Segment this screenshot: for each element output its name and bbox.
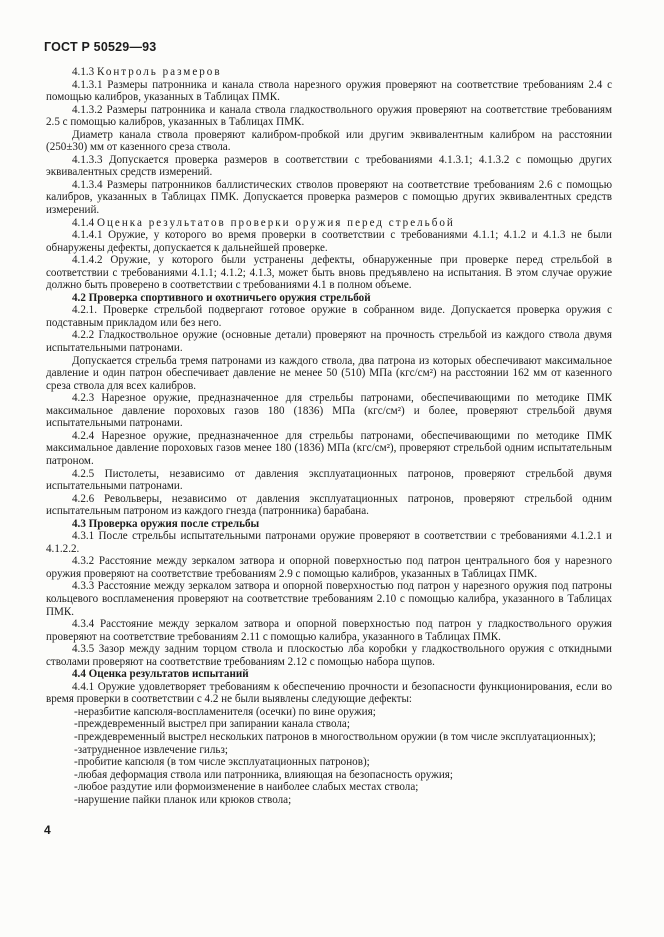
paragraph: 4.2.6 Револьверы, независимо от давления эксплуатационных патронов, проверяют стрельбой одним испытательным патроном из каждого гнезда (патронника) барабана. (46, 492, 612, 518)
paragraph: 4.1.3.4 Размеры патронников баллистических стволов проверяют на соответствие требованиям 2.6 с помощью калибров, указанных в Таблицах ПМК. Допускается проверка размеров с помощью других эквивалентных средств измерений. (46, 178, 612, 217)
paragraph: 4.2.5 Пистолеты, независимо от давления эксплуатационных патронов, проверяют стрельбой двумя испытательными патронами. (46, 467, 612, 493)
section-heading: 4.3 Проверка оружия после стрельбы (72, 517, 260, 530)
page-header: ГОСТ Р 50529—93 (44, 40, 157, 54)
list-item: -преждевременный выстрел нескольких патронов в многоствольном оружии (в том числе эксплуатационных); (74, 730, 596, 743)
paragraph: 4.2.3 Нарезное оружие, предназначенное для стрельбы патронами, обеспечивающими по методике ПМК максимальное давление пороховых газов 180 (1836) МПа (кгс/см²) и более, проверяют стрельбой двумя испытательными патронами. (46, 392, 612, 430)
paragraph: 4.3.1 После стрельбы испытательными патронами оружие проверяют в соответствии с требованиями 4.1.2.1 и 4.1.2.2. (46, 530, 612, 555)
list-item: -преждевременный выстрел при запирании канала ствола; (74, 718, 350, 731)
list-item: -затрудненное извлечение гильз; (74, 743, 228, 756)
paragraph: 4.2.4 Нарезное оружие, предназначенное для стрельбы патронами, обеспечивающими по методике ПМК максимальное давление пороховых газов менее 180 (1836) МПа (кгс/см²), проверяют стрельбой одним испытательным патроном. (46, 429, 612, 467)
list-item: -любая деформация ствола или патронника, влияющая на безопасность оружия; (74, 768, 453, 781)
page-number: 4 (44, 823, 51, 837)
list-item: -неразбитие капсюля-воспламенителя (осечки) по вине оружия; (74, 705, 376, 718)
paragraph: Диаметр канала ствола проверяют калибром-пробкой или другим эквивалентным калибром на расстоянии (250±30) мм от казенного среза ствола. (46, 128, 612, 154)
section-heading (46, 217, 612, 230)
section-title: Контроль размеров (96, 66, 222, 78)
paragraph: 4.3.4 Расстояние между зеркалом затвора и опорной поверхностью под патрон у гладкоствольного оружия проверяют на соответствие требованиям 2.11 с помощью калибра, указанного в Таблицах ПМК. (46, 618, 612, 643)
list-item: -любое раздутие или формоизменение в наиболее слабых местах ствола; (74, 781, 419, 794)
section-heading: 4.2 Проверка спортивного и охотничьего оружия стрельбой (72, 291, 371, 304)
paragraph: Допускается стрельба тремя патронами из каждого ствола, два патрона из которых обеспечивают максимальное давление и один патрон обеспечивает давление не менее 50 (510) МПа (кгс/см²) на расстоянии 162 мм от казенного среза ствола для всех калибров. (46, 354, 612, 392)
paragraph: 4.1.4.1 Оружие, у которого во время проверки в соответствии с требованиями 4.1.1; 4.1.2 и 4.1.3 не были обнаружены дефекты, допускается к дальнейшей проверке. (46, 229, 612, 254)
list-item: -пробитие капсюля (в том числе эксплуатационных патронов); (74, 756, 370, 769)
paragraph: 4.3.2 Расстояние между зеркалом затвора и опорной поверхностью под патрон центрального боя у нарезного оружия проверяют на соответствие требованиям 2.9 с помощью калибров, указанных в Таблицах ПМК. (46, 555, 612, 580)
paragraph: 4.4.1 Оружие удовлетворяет требованиям к обеспечению прочности и безопасности функционирования, если во время проверки в соответствии с 4.2 не были выявлены следующие дефекты: (46, 680, 612, 706)
paragraph: 4.1.4.2 Оружие, у которого были устранены дефекты, обнаруженные при проверке перед стрельбой в соответствии с требованиями 4.1.1; 4.1.2; 4.1.3, может быть вновь предъявлено на испытания. В этом случае оружие должно быть проверено в соответствии с требованиями 4.1 в полном объеме. (46, 254, 612, 292)
paragraph: 4.3.5 Зазор между задним торцом ствола и плоскостью лба коробки у гладкоствольного оружия с откидными стволами проверяют на соответствие требованиям 2.12 с помощью набора щупов. (46, 643, 612, 668)
section-heading: 4.4 Оценка результатов испытаний (72, 668, 249, 681)
paragraph: 4.2.2 Гладкоствольное оружие (основные детали) проверяют на прочность стрельбой из каждого ствола двумя испытательными патронами. (46, 329, 612, 355)
defects-list (46, 706, 612, 806)
paragraph: 4.3.3 Расстояние между зеркалом затвора и опорной поверхностью под патрон у нарезного оружия под патроны кольцевого воспламенения проверяют на соответствие требованиям 2.10 с помощью калибра, указанного в Таблицах ПМК. (46, 580, 612, 618)
section-number: 4.1.4 (72, 216, 95, 229)
section-heading (46, 66, 612, 79)
paragraph: 4.1.3.1 Размеры патронника и канала ствола нарезного оружия проверяют на соответствие требованиям 2.4 с помощью калибров, указанных в Таблицах ПМК. (46, 78, 612, 104)
list-item: -нарушение пайки планок или крюков ствола; (74, 793, 292, 806)
section-number: 4.1.3 (72, 66, 95, 78)
paragraph: 4.1.3.2 Размеры патронника и канала ствола гладкоствольного оружия проверяют на соответствие требованиям 2.5 с помощью калибров, указанных в Таблицах ПМК. (46, 103, 612, 129)
paragraph: 4.2.1. Проверке стрельбой подвергают готовое оружие в собранном виде. Допускается проверка оружия с подставным прикладом или без него. (46, 304, 612, 329)
section-title: Оценка результатов проверки оружия перед стрельбой (96, 216, 455, 229)
paragraph: 4.1.3.3 Допускается проверка размеров в соответствии с требованиями 4.1.3.1; 4.1.3.2 с помощью других эквивалентных средств измерений. (46, 153, 612, 179)
document-body (46, 66, 612, 806)
